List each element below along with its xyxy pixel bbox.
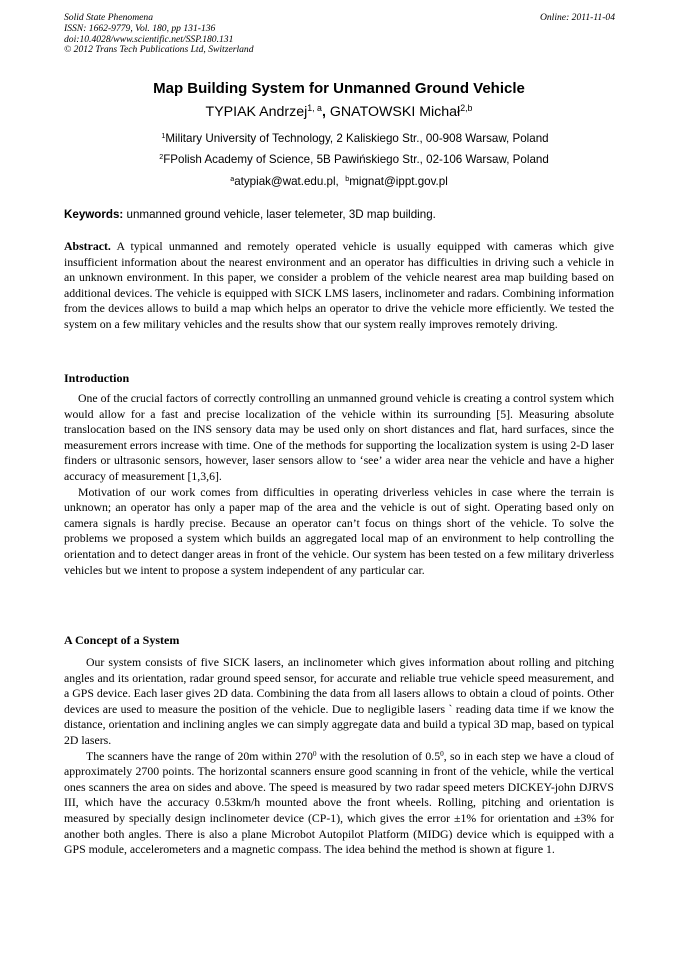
email-1-mark: a (230, 174, 235, 184)
email-1: atypiak@wat.edu.pl, (234, 175, 339, 188)
author-1: TYPIAK Andrzej (205, 104, 308, 120)
degree-mark-1: 0 (312, 748, 317, 758)
abstract-label: Abstract. (64, 239, 111, 253)
abstract (64, 239, 614, 333)
email-2: mignat@ippt.gov.pl (349, 175, 448, 188)
affiliation-1-mark: 1 (161, 131, 166, 141)
introduction-body (64, 391, 614, 578)
affiliation-1 (0, 131, 678, 146)
concept-p2-part-a: The scanners have the range of 20m within 270 (86, 748, 313, 763)
introduction-paragraph-2: Motivation of our work comes from difficulties in operating driverless vehicles in case where the terrain is unknown; an operator has only a paper map of the area and the vehicle is out of sight. Operating based only on camera signals is hardly precise. Because an operator can’t focus on things short of the vehicle. To solve the problems we proposed a system which builds an aggregated local map of an environment to help controlling the orientation and to detect danger areas in front of the vehicle. Our system has been tested on a few military driverless vehicles but we intent to propose a system independent of any particular car. (64, 484, 614, 577)
author-2: GNATOWSKI Michał (329, 104, 461, 120)
email-2-mark: b (345, 174, 350, 184)
affiliation-2 (0, 152, 678, 167)
degree-mark-2: 0 (440, 748, 444, 758)
journal-header (64, 13, 254, 56)
author-2-mark: 2,b (460, 103, 473, 114)
paper-title: Map Building System for Unmanned Ground Vehicle (153, 80, 525, 97)
author-line (0, 103, 678, 121)
journal-issn: ISSN: 1662-9779, Vol. 180, pp 131-136 (64, 22, 216, 34)
keywords (64, 207, 616, 222)
concept-paragraph-1: Our system consists of five SICK lasers, an inclinometer which gives information about rolling and pitching angles and its orientation, radar ground speed sensor, for accurate and reliable true vehicle speed measurement, and a GPS device. Each laser gives 2D data. Combining the data from all lasers allows to obtain a cloud of points. Other devices are used to measure the position of the vehicle. Due to negligible lasers ` reading data time if we know the distance, orientation and inclining angles we can simply aggregate data and build a typical 3D map, based on typical 2D lasers. (64, 655, 614, 747)
author-1-mark: 1, a (307, 103, 322, 114)
concept-body (64, 655, 614, 858)
affiliation-1-text: Military University of Technology, 2 Kaliskiego Str., 00-908 Warsaw, Poland (165, 132, 549, 145)
author-separator: , (321, 104, 326, 120)
affiliation-2-mark: 2 (159, 152, 164, 162)
journal-name: Solid State Phenomena (64, 12, 153, 23)
journal-doi: doi:10.4028/www.scientific.net/SSP.180.131 (64, 33, 234, 45)
introduction-heading: Introduction (64, 371, 130, 385)
concept-paragraph-2 (64, 749, 614, 858)
concept-p2-part-c: , so in each step we have a cloud of approximately 2700 points. The horizontal scanners ensure good scanning in front of the vehicle, while the vertical ones scanners the area on sides and above. The speed is measured by two radar speed meters DICKEY-john DJRVS III, which have the accuracy 0.53km/h mounted above the front wheels. Rolling, pitching and orientation is measured by specially design inclinometer device (CP-1), which gives the error ±1% for orientation and ±3% for another both angles. There is also a plane Microbot Autopilot Platform (MIDG) device which is equipped with a GPS module, accelerometers and a magnetic compass. The idea behind the method is shown at figure 1. (64, 748, 614, 857)
abstract-text: A typical unmanned and remotely operated vehicle is usually equipped with cameras which give insufficient information about the nearest environment and an operator has difficulties in driving such a vehicle in an unknown environment. In this paper, we consider a problem of the vehicle nearest area map building based on additional devices. The vehicle is equipped with SICK LMS lasers, inclinometer and radars. Combining information from the devices allows to build a map which helps an operator to drive the vehicle more efficiently. We tested the system on a few military vehicles and the results show that our system really improves remotely driving. (64, 239, 614, 331)
introduction-paragraph-1: One of the crucial factors of correctly controlling an unmanned ground vehicle is creating a control system which would allow for a fast and precise localization of the vehicle within its surrounding [5]. Measuring absolute translocation based on the INS sensory data may be used only on short distances and flat, hard surfaces, since the measurement errors increase with time. One of the methods for supporting the localization system is using 2-D laser finders or ultrasonic sensors, however, laser sensors allow to ‘see’ a wider area near the vehicle and have a higher accuracy of measurement [1,3,6]. (64, 391, 614, 483)
concept-p2-part-b: with the resolution of 0.5 (316, 748, 441, 763)
keywords-text: unmanned ground vehicle, laser telemeter, 3D map building. (126, 208, 436, 221)
online-date: Online: 2011-11-04 (539, 12, 615, 23)
concept-heading: A Concept of a System (64, 633, 180, 647)
journal-copyright: © 2012 Trans Tech Publications Ltd, Switzerland (64, 44, 254, 56)
author-emails (0, 174, 678, 189)
keywords-label: Keywords: (64, 208, 124, 221)
affiliation-2-text: FPolish Academy of Science, 5B Pawińskiego Str., 02-106 Warsaw, Poland (163, 153, 549, 166)
